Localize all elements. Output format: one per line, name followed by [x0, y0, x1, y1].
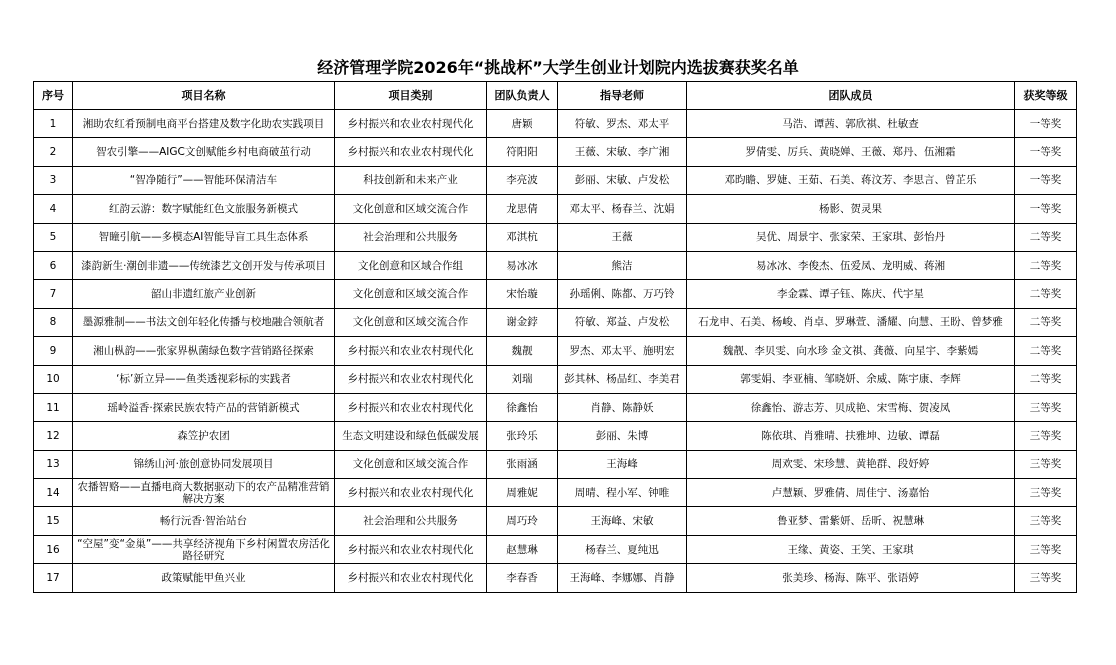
cell-team-leader: 周巧玲	[487, 507, 558, 535]
table-row	[34, 166, 1077, 194]
cell-award-level: 二等奖	[1015, 280, 1077, 308]
table-row	[34, 251, 1077, 279]
cell-project-category: 乡村振兴和农业农村现代化	[335, 337, 487, 365]
cell-team-leader: 李亮波	[487, 166, 558, 194]
cell-advisor: 杨春兰、夏纯迅	[558, 535, 687, 563]
cell-project-category: 社会治理和公共服务	[335, 507, 487, 535]
cell-team-leader: 龙思倩	[487, 195, 558, 223]
awards-table	[33, 81, 1077, 593]
cell-award-level: 二等奖	[1015, 308, 1077, 336]
cell-award-level: 二等奖	[1015, 337, 1077, 365]
cell-advisor: 彭丽、朱博	[558, 422, 687, 450]
cell-team-members: 卢慧颖、罗雅倩、周佳宁、汤嘉怡	[687, 479, 1015, 507]
cell-project-name: “智净随行”——智能环保清洁车	[73, 166, 335, 194]
cell-no: 12	[34, 422, 73, 450]
cell-no: 1	[34, 110, 73, 138]
table-row	[34, 337, 1077, 365]
cell-award-level: 三等奖	[1015, 535, 1077, 563]
cell-project-name: 农播智赂——直播电商大数据驱动下的农产品精准营销解决方案	[73, 479, 335, 507]
table-row	[34, 535, 1077, 563]
header-award-level: 获奖等级	[1015, 82, 1077, 110]
table-row	[34, 479, 1077, 507]
cell-no: 4	[34, 195, 73, 223]
cell-project-category: 文化创意和区域交流合作	[335, 195, 487, 223]
cell-project-category: 乡村振兴和农业农村现代化	[335, 110, 487, 138]
cell-project-category: 乡村振兴和农业农村现代化	[335, 365, 487, 393]
table-row	[34, 507, 1077, 535]
cell-project-category: 乡村振兴和农业农村现代化	[335, 393, 487, 421]
cell-advisor: 彭其林、杨品红、李美君	[558, 365, 687, 393]
table-row	[34, 393, 1077, 421]
cell-team-leader: 易冰冰	[487, 251, 558, 279]
table-row	[34, 280, 1077, 308]
cell-project-name: 墨源雅制——书法文创年轻化传播与校地融合领航者	[73, 308, 335, 336]
cell-no: 8	[34, 308, 73, 336]
cell-team-members: 王缘、黄姿、王笑、王家琪	[687, 535, 1015, 563]
cell-project-name: 漆韵新生·潮创非遗——传统漆艺文创开发与传承项目	[73, 251, 335, 279]
header-no: 序号	[34, 82, 73, 110]
cell-no: 14	[34, 479, 73, 507]
cell-advisor: 王海峰、宋敏	[558, 507, 687, 535]
cell-award-level: 二等奖	[1015, 365, 1077, 393]
cell-no: 11	[34, 393, 73, 421]
cell-team-leader: 徐鑫怡	[487, 393, 558, 421]
table-row	[34, 308, 1077, 336]
cell-advisor: 熊洁	[558, 251, 687, 279]
cell-team-members: 邓昀瞻、罗婕、王茹、石美、蒋汶芳、李思言、曾芷乐	[687, 166, 1015, 194]
cell-team-members: 鲁亚梦、雷紫妍、岳昕、祝慧琳	[687, 507, 1015, 535]
cell-team-leader: 唐颖	[487, 110, 558, 138]
table-body	[34, 110, 1077, 593]
table-header-row	[34, 82, 1077, 110]
cell-no: 5	[34, 223, 73, 251]
cell-project-name: 智农引擎——AIGC文创赋能乡村电商破茧行动	[73, 138, 335, 166]
cell-team-leader: 张玲乐	[487, 422, 558, 450]
cell-team-leader: 魏靓	[487, 337, 558, 365]
cell-advisor: 符敏、罗杰、邓太平	[558, 110, 687, 138]
cell-team-members: 魏靓、李贝雯、向水珍 金文祺、龚薇、向星宇、李紫嫣	[687, 337, 1015, 365]
header-project-category: 项目类别	[335, 82, 487, 110]
cell-project-name: 瑶岭溢香·探索民族农特产品的营销新模式	[73, 393, 335, 421]
table-row	[34, 223, 1077, 251]
cell-team-members: 罗倩雯、厉兵、黄晓婵、王薇、郑丹、伍湘霜	[687, 138, 1015, 166]
cell-project-name: 红韵云游：数字赋能红色文旅服务新模式	[73, 195, 335, 223]
document-title: 经济管理学院2026年“挑战杯”大学生创业计划院内选拔赛获奖名单	[317, 58, 799, 77]
cell-project-category: 社会治理和公共服务	[335, 223, 487, 251]
cell-advisor: 王海峰	[558, 450, 687, 478]
cell-team-leader: 周雅妮	[487, 479, 558, 507]
cell-team-members: 易冰冰、李俊杰、伍爱凤、龙明威、蒋湘	[687, 251, 1015, 279]
cell-project-name: 畅行沅香·智治站台	[73, 507, 335, 535]
cell-advisor: 符敏、郑益、卢发松	[558, 308, 687, 336]
cell-team-members: 石龙申、石美、杨峻、肖卓、罗琳萱、潘耀、向慧、王盼、曾梦雅	[687, 308, 1015, 336]
cell-team-members: 杨影、贺灵果	[687, 195, 1015, 223]
cell-no: 9	[34, 337, 73, 365]
cell-award-level: 三等奖	[1015, 564, 1077, 592]
cell-award-level: 三等奖	[1015, 393, 1077, 421]
cell-team-members: 李金霖、谭子钰、陈庆、代宇星	[687, 280, 1015, 308]
cell-award-level: 一等奖	[1015, 166, 1077, 194]
cell-team-members: 张美珍、杨海、陈平、张语婷	[687, 564, 1015, 592]
table-row	[34, 195, 1077, 223]
header-project-name: 项目名称	[73, 82, 335, 110]
cell-team-leader: 赵慧琳	[487, 535, 558, 563]
cell-project-name: 湘助农红肴预制电商平台搭建及数字化助农实践项目	[73, 110, 335, 138]
cell-advisor: 王海峰、李娜娜、肖静	[558, 564, 687, 592]
cell-project-category: 文化创意和区域交流合作	[335, 308, 487, 336]
cell-project-category: 乡村振兴和农业农村现代化	[335, 564, 487, 592]
table-row	[34, 138, 1077, 166]
cell-advisor: 邓太平、杨春兰、沈娟	[558, 195, 687, 223]
table-row	[34, 110, 1077, 138]
cell-project-name: ‘标’新立异——鱼类透视彩标的实践者	[73, 365, 335, 393]
cell-project-name: 湘山枞韵——张家界枞菌绿色数字营销路径探索	[73, 337, 335, 365]
cell-award-level: 三等奖	[1015, 422, 1077, 450]
cell-team-leader: 宋怡璇	[487, 280, 558, 308]
cell-award-level: 二等奖	[1015, 251, 1077, 279]
cell-project-category: 文化创意和区域交流合作	[335, 450, 487, 478]
cell-team-leader: 符阳阳	[487, 138, 558, 166]
header-team-members: 团队成员	[687, 82, 1015, 110]
cell-team-leader: 谢金鋍	[487, 308, 558, 336]
cell-team-members: 徐鑫怡、游志芳、贝成艳、宋雪梅、贺凌凤	[687, 393, 1015, 421]
cell-award-level: 一等奖	[1015, 195, 1077, 223]
cell-advisor: 周晴、程小军、钟唯	[558, 479, 687, 507]
cell-project-name: 政策赋能甲鱼兴业	[73, 564, 335, 592]
cell-advisor: 孙瑶俐、陈都、万巧铃	[558, 280, 687, 308]
cell-project-name: 锦绣山河·旅创意协同发展项目	[73, 450, 335, 478]
cell-no: 17	[34, 564, 73, 592]
cell-project-category: 科技创新和未来产业	[335, 166, 487, 194]
cell-advisor: 王薇	[558, 223, 687, 251]
cell-no: 13	[34, 450, 73, 478]
table-row	[34, 450, 1077, 478]
cell-no: 15	[34, 507, 73, 535]
cell-no: 16	[34, 535, 73, 563]
cell-no: 6	[34, 251, 73, 279]
table-row	[34, 422, 1077, 450]
cell-project-name: “空屋”变“金巢”——共享经济视角下乡村闲置农房活化路径研究	[73, 535, 335, 563]
cell-team-members: 周欢雯、宋珍慧、黄艳群、段妤婷	[687, 450, 1015, 478]
cell-award-level: 二等奖	[1015, 223, 1077, 251]
cell-project-category: 乡村振兴和农业农村现代化	[335, 535, 487, 563]
cell-project-name: 韶山非遗红旅产业创新	[73, 280, 335, 308]
cell-team-members: 陈依琪、肖雅晴、扶雅坤、边敏、谭磊	[687, 422, 1015, 450]
cell-no: 10	[34, 365, 73, 393]
cell-advisor: 肖静、陈静妖	[558, 393, 687, 421]
cell-award-level: 一等奖	[1015, 138, 1077, 166]
cell-no: 3	[34, 166, 73, 194]
header-advisor: 指导老师	[558, 82, 687, 110]
cell-team-leader: 李春香	[487, 564, 558, 592]
cell-advisor: 王薇、宋敏、李广湘	[558, 138, 687, 166]
cell-team-members: 马浩、谭茜、郭欣祺、杜敏查	[687, 110, 1015, 138]
cell-project-category: 乡村振兴和农业农村现代化	[335, 479, 487, 507]
cell-project-name: 森笠护农团	[73, 422, 335, 450]
cell-advisor: 彭丽、宋敏、卢发松	[558, 166, 687, 194]
cell-project-category: 文化创意和区域交流合作	[335, 280, 487, 308]
cell-team-members: 郭雯娟、李亚楠、邹晓妍、余威、陈宇康、李辉	[687, 365, 1015, 393]
cell-team-leader: 邓淇杭	[487, 223, 558, 251]
cell-team-leader: 张雨涵	[487, 450, 558, 478]
cell-project-name: 智瞳引航——多模态AI智能导盲工具生态体系	[73, 223, 335, 251]
table-row	[34, 365, 1077, 393]
cell-no: 7	[34, 280, 73, 308]
cell-team-leader: 刘瑞	[487, 365, 558, 393]
header-team-leader: 团队负责人	[487, 82, 558, 110]
table-row	[34, 564, 1077, 592]
cell-project-category: 乡村振兴和农业农村现代化	[335, 138, 487, 166]
cell-project-category: 生态文明建设和绿色低碳发展	[335, 422, 487, 450]
cell-award-level: 一等奖	[1015, 110, 1077, 138]
cell-project-category: 文化创意和区域合作组	[335, 251, 487, 279]
cell-advisor: 罗杰、邓太平、施明宏	[558, 337, 687, 365]
cell-award-level: 三等奖	[1015, 507, 1077, 535]
cell-team-members: 吴优、周景宇、张家荣、王家琪、彭怡丹	[687, 223, 1015, 251]
cell-award-level: 三等奖	[1015, 450, 1077, 478]
cell-award-level: 三等奖	[1015, 479, 1077, 507]
cell-no: 2	[34, 138, 73, 166]
